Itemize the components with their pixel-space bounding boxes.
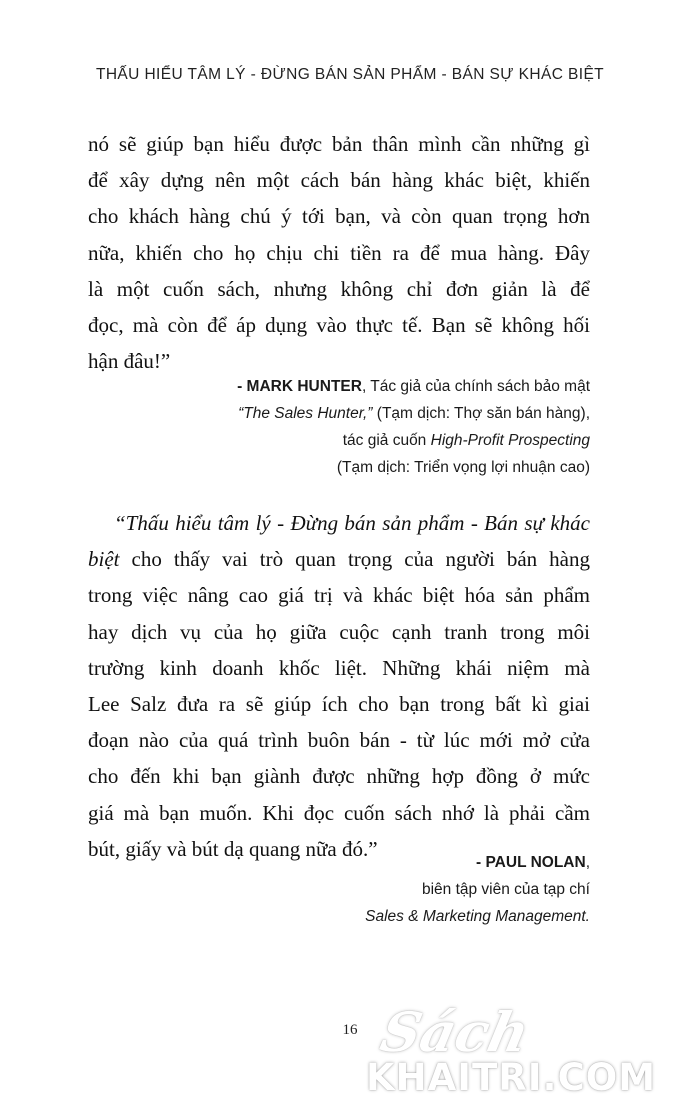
- book-title: High-Profit Prospecting: [430, 432, 590, 449]
- attribution-paul-nolan: - PAUL NOLAN, biên tập viên của tạp chí Sales & Marketing Management.: [365, 854, 590, 925]
- text-line: biệt cho thấy vai trò quan trọng của người bán hàng: [88, 547, 590, 572]
- text-line: đọc, mà còn để áp dụng vào thực tế. Bạn sẽ không hối: [88, 313, 590, 338]
- page-number: 16: [342, 1022, 358, 1038]
- text-line: là một cuốn sách, nhưng không chỉ đơn giản là để: [88, 276, 590, 301]
- text-line: trường kinh doanh khốc liệt. Những khái niệm mà: [88, 655, 590, 680]
- text-line: cho đến khi bạn giành được những hợp đồng ở mức: [88, 764, 590, 789]
- text-line: hận đâu!”: [88, 349, 171, 374]
- text-line: cho khách hàng chú ý tới bạn, và còn quan trọng hơn: [88, 204, 590, 229]
- magazine-title: Sales & Marketing Management.: [365, 908, 590, 925]
- text-line: giá mà bạn muốn. Khi đọc cuốn sách nhớ là phải cầm: [88, 800, 590, 825]
- text-line: hay dịch vụ của họ giữa cuộc cạnh tranh trong môi: [88, 619, 590, 644]
- watermark-word: KHAITRI.COM: [366, 1056, 657, 1099]
- text-line: nữa, khiến cho họ chịu chi tiền ra để mua hàng. Đây: [88, 240, 590, 265]
- watermark-logo: [362, 1000, 692, 1112]
- text-line: nó sẽ giúp bạn hiểu được bản thân mình cần những gì: [88, 132, 590, 156]
- text-line: “Thấu hiểu tâm lý - Đừng bán sản phẩm - Bán sự khác: [114, 511, 590, 535]
- text-line: đoạn nào của quá trình buôn bán - từ lúc mới mở cửa: [88, 728, 590, 753]
- watermark-script: Sách: [375, 1000, 535, 1064]
- book-title: “The Sales Hunter,”: [238, 405, 373, 422]
- running-header: THẤU HIỂU TÂM LÝ - ĐỪNG BÁN SẢN PHẨM - BÁN SỰ KHÁC BIỆT: [95, 66, 605, 83]
- text-line: bút, giấy và bút dạ quang nữa đó.”: [88, 836, 378, 861]
- text-line: Lee Salz đưa ra sẽ giúp ích cho bạn trong bất kì giai: [88, 692, 590, 717]
- author-name: - MARK HUNTER: [237, 378, 362, 395]
- quote-mark-hunter: [88, 126, 590, 379]
- text-line: trong việc nâng cao giá trị và khác biệt hóa sản phẩm: [88, 583, 590, 608]
- text-line: để xây dựng nên một cách bán hàng khác biệt, khiến: [88, 168, 590, 193]
- attribution-mark-hunter: - MARK HUNTER, Tác giả của chính sách bảo mật “The Sales Hunter,” (Tạm dịch: Thợ săn bán hàng), tác giả cuốn High-Profit Prospecting (Tạm dịch: Triển vọng lợi nhuận cao): [237, 378, 590, 476]
- quote-paul-nolan: [88, 505, 590, 867]
- author-name: - PAUL NOLAN: [476, 854, 586, 871]
